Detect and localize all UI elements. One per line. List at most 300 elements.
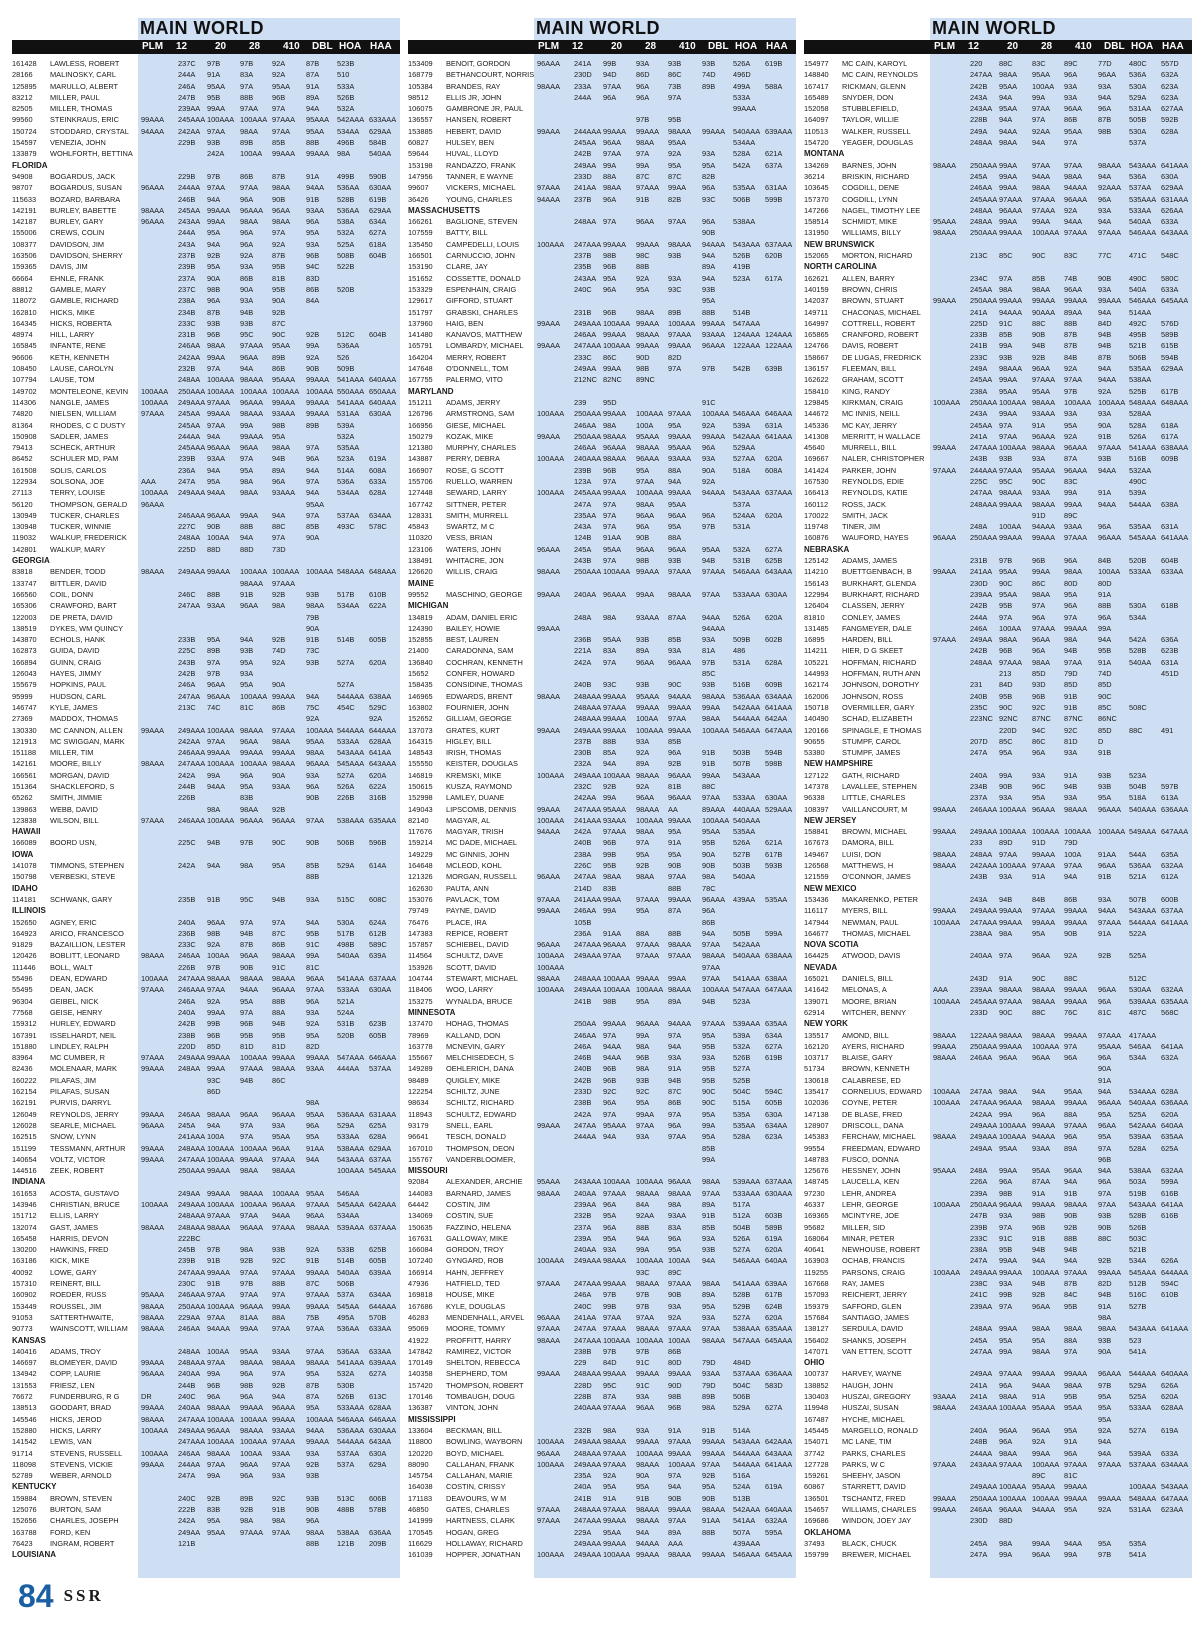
- shooter-id: 103717: [804, 1052, 840, 1063]
- shooter-row: [804, 1335, 1192, 1346]
- score-cell: 88D: [999, 1515, 1031, 1526]
- shooter-id: 107240: [408, 1255, 444, 1266]
- score-cell: 239AA: [178, 103, 206, 114]
- shooter-id: 126043: [12, 668, 48, 679]
- shooter-id: 170149: [408, 1357, 444, 1368]
- score-cell: 526B: [733, 1052, 765, 1063]
- shooter-id: 79749: [408, 905, 444, 916]
- score-cell: 96B: [999, 645, 1031, 656]
- shooter-row: [12, 1289, 400, 1300]
- score-cell: 94AAA: [702, 239, 732, 250]
- score-cell: 641AAA: [765, 431, 795, 442]
- score-cell: 85D: [1098, 679, 1128, 690]
- score-cell: 99A: [306, 950, 336, 961]
- score-cell: 521B: [1129, 1244, 1161, 1255]
- score-cell: 246AA: [178, 1323, 206, 1334]
- shooter-row: [804, 1131, 1192, 1142]
- shooter-row: [408, 1267, 796, 1278]
- score-cell: 91A: [1064, 770, 1097, 781]
- score-cell: 97A: [636, 148, 668, 159]
- shooter-name: PROFFITT, HARRY: [446, 1335, 534, 1346]
- score-cell: 536A: [337, 476, 369, 487]
- shooter-id: 155706: [408, 476, 444, 487]
- score-cell: 122AAA: [970, 1030, 998, 1041]
- results-column-2: [408, 18, 796, 1578]
- score-cell: 88B: [240, 521, 272, 532]
- state-heading: MAINE: [408, 578, 796, 589]
- score-cell: 628A: [1161, 126, 1191, 137]
- score-cell: 241C: [970, 1289, 998, 1300]
- score-cell: 244AA: [970, 1448, 998, 1459]
- shooter-name: GALLOWAY, MIKE: [446, 1233, 534, 1244]
- score-cell: 98AAA: [1032, 1097, 1064, 1108]
- score-cell: 85C: [1098, 702, 1128, 713]
- score-cell: 99AA: [603, 363, 635, 374]
- score-cell: 98AAA: [537, 566, 573, 577]
- shooter-name: VENEZIA, JOHN: [50, 137, 138, 148]
- score-cell: 100A: [636, 420, 668, 431]
- score-cell: 99AAA: [1032, 1368, 1064, 1379]
- shooter-name: KOZAK, MIKE: [446, 431, 534, 442]
- score-cell: 624B: [765, 1301, 795, 1312]
- shooter-name: BROWN, STUART: [842, 295, 930, 306]
- shooter-id: 79413: [12, 442, 48, 453]
- score-cell: 89B: [272, 352, 305, 363]
- score-cell: 96AAA: [240, 205, 272, 216]
- score-cell: 97B: [207, 668, 239, 679]
- shooter-row: [12, 476, 400, 487]
- shooter-name: WHITACRE, JON: [446, 555, 534, 566]
- shooter-row: [12, 182, 400, 193]
- shooter-row: [12, 1504, 400, 1515]
- score-cell: 539A: [733, 1030, 765, 1041]
- shooter-name: LAWLESS, ROBERT: [50, 58, 138, 69]
- score-cell: 95AAA: [603, 1120, 635, 1131]
- score-cell: 540A: [1129, 284, 1161, 295]
- state-heading: MISSISSIPPI: [408, 1414, 796, 1425]
- score-cell: 88B: [272, 1278, 305, 1289]
- score-cell: 87B: [1098, 114, 1128, 125]
- score-cell: 95A: [207, 1515, 239, 1526]
- score-cell: 98AAA: [636, 804, 668, 815]
- score-cell: 94AAA: [668, 691, 701, 702]
- shooter-row: [12, 1301, 400, 1312]
- shooter-row: [12, 453, 400, 464]
- score-cell: 99AA: [999, 160, 1031, 171]
- shooter-name: SMITH, MURRELL: [446, 510, 534, 521]
- score-cell: 528B: [733, 1289, 765, 1300]
- score-cell: 533AAA: [733, 589, 765, 600]
- score-cell: 96AAA: [702, 894, 732, 905]
- shooter-name: MORGAN, DAVID: [50, 770, 138, 781]
- score-cell: 99AAA: [603, 1278, 635, 1289]
- score-cell: 94B: [1032, 1244, 1064, 1255]
- score-cell: 98AAA: [537, 1188, 573, 1199]
- score-cell: 97AAA: [668, 1436, 701, 1447]
- shooter-row: [408, 1255, 796, 1266]
- shooter-name: HARTNESS, CLARK: [446, 1515, 534, 1526]
- score-cell: 248AAA: [574, 1368, 602, 1379]
- score-cell: 94B: [272, 894, 305, 905]
- score-cell: 91B: [1032, 1233, 1064, 1244]
- score-cell: 92A: [1098, 386, 1128, 397]
- shooter-id: 130200: [12, 1244, 48, 1255]
- shooter-id: 151652: [408, 273, 444, 284]
- score-cell: 94A: [272, 1391, 305, 1402]
- shooter-row: [408, 860, 796, 871]
- score-cell: 249AAA: [178, 1052, 206, 1063]
- score-cell: 540AAA: [1129, 804, 1161, 815]
- score-cell: 514AA: [1129, 307, 1161, 318]
- score-cell: 623AA: [1161, 1504, 1191, 1515]
- score-cell: 122AAA: [733, 340, 765, 351]
- shooter-row: [804, 1391, 1192, 1402]
- score-cell: 597B: [1161, 781, 1191, 792]
- shooter-name: LOWE, GARY: [50, 1267, 138, 1278]
- shooter-name: CREWS, COLIN: [50, 227, 138, 238]
- score-cell: 99AA: [240, 1323, 272, 1334]
- shooter-name: NIELSEN, WILLIAM: [50, 408, 138, 419]
- score-cell: 87B: [272, 171, 305, 182]
- score-cell: 89A: [306, 92, 336, 103]
- shooter-row: [12, 917, 400, 928]
- score-cell: 96AAA: [702, 340, 732, 351]
- score-cell: 100AAA: [207, 1414, 239, 1425]
- shooter-id: 141642: [804, 984, 840, 995]
- score-cell: 95B: [240, 1030, 272, 1041]
- page-footer: [18, 1576, 104, 1623]
- score-cell: 529AAA: [765, 804, 795, 815]
- score-cell: 99AAA: [636, 318, 668, 329]
- score-cell: 92B: [272, 634, 305, 645]
- shooter-name: REYNOLDS, JERRY: [50, 1109, 138, 1120]
- score-cell: 540AA: [337, 950, 369, 961]
- score-cell: 97A: [1032, 114, 1064, 125]
- shooter-id: 133747: [12, 578, 48, 589]
- shooter-id: 134069: [408, 1210, 444, 1221]
- score-cell: 96A: [702, 442, 732, 453]
- score-cell: 95AA: [999, 103, 1031, 114]
- score-cell: 516B: [1129, 453, 1161, 464]
- score-cell: 242B: [574, 148, 602, 159]
- score-cell: 100AAA: [603, 1335, 635, 1346]
- score-cell: 100AAA: [1032, 1041, 1064, 1052]
- score-cell: 94A: [702, 273, 732, 284]
- shooter-row: [804, 1063, 1192, 1074]
- shooter-name: BENDER, TODD: [50, 566, 138, 577]
- shooter-row: [408, 1391, 796, 1402]
- score-cell: 98A: [272, 1515, 305, 1526]
- score-cell: 524A: [337, 1007, 369, 1018]
- shooter-row: [12, 1493, 400, 1504]
- shooter-row: [12, 239, 400, 250]
- shooter-name: GOODART, BRAD: [50, 1402, 138, 1413]
- shooter-name: BARNES, JOHN: [842, 160, 930, 171]
- shooter-row: [408, 476, 796, 487]
- score-cell: 87A: [306, 1391, 336, 1402]
- shooter-name: MOORE, BILLY: [50, 758, 138, 769]
- shooter-name: KETH, KENNETH: [50, 352, 138, 363]
- score-cell: 245A: [970, 171, 998, 182]
- score-cell: 93B: [306, 1470, 336, 1481]
- shooter-row: [408, 917, 796, 928]
- shooter-id: 97230: [804, 1188, 840, 1199]
- score-cell: 91A: [603, 1493, 635, 1504]
- score-cell: 88B: [240, 92, 272, 103]
- score-cell: 93AAA: [933, 1391, 969, 1402]
- score-cell: 91A: [1032, 420, 1064, 431]
- shooter-id: 136157: [804, 363, 840, 374]
- shooter-row: [804, 860, 1192, 871]
- score-cell: 99AAA: [1032, 1120, 1064, 1131]
- score-cell: 237B: [178, 250, 206, 261]
- shooter-row: [408, 1504, 796, 1515]
- score-cell: 620B: [765, 250, 795, 261]
- score-cell: 94A: [207, 465, 239, 476]
- shooter-name: DAMORA, BILL: [842, 837, 930, 848]
- score-cell: 97AA: [306, 984, 336, 995]
- state-heading: NEVADA: [804, 962, 1192, 973]
- score-cell: 85B: [668, 736, 701, 747]
- score-cell: 91B: [1064, 702, 1097, 713]
- score-cell: 233C: [178, 318, 206, 329]
- score-cell: 97AA: [306, 815, 336, 826]
- shooter-row: [408, 883, 796, 894]
- shooter-id: 159214: [408, 837, 444, 848]
- score-cell: 531A: [733, 657, 765, 668]
- score-cell: 604B: [369, 250, 399, 261]
- score-cell: 99A: [1064, 487, 1097, 498]
- shooter-row: [804, 1030, 1192, 1041]
- shooter-id: 148783: [804, 1154, 840, 1165]
- shooter-row: [804, 612, 1192, 623]
- score-cell: 543AAA: [1129, 905, 1161, 916]
- score-cell: 454C: [337, 702, 369, 713]
- score-cell: 247AA: [574, 871, 602, 882]
- shooter-id: 147266: [804, 205, 840, 216]
- shooter-id: 88090: [408, 1459, 444, 1470]
- shooter-row: [804, 1154, 1192, 1165]
- score-cell: 96AAA: [306, 758, 336, 769]
- score-cell: 91B: [702, 1425, 732, 1436]
- score-cell: 97AA: [702, 1323, 732, 1334]
- score-cell: 237A: [178, 273, 206, 284]
- score-cell: 528B: [1129, 1210, 1161, 1221]
- score-cell: 97AAA: [603, 1402, 635, 1413]
- score-cell: 96AAA: [272, 1199, 305, 1210]
- score-cell: 98AAA: [636, 1278, 668, 1289]
- score-cell: 86B: [272, 702, 305, 713]
- score-cell: 244AA: [574, 1131, 602, 1142]
- shooter-name: MATTHEWS, H: [842, 860, 930, 871]
- score-cell: 96B: [272, 92, 305, 103]
- score-cell: 90B: [306, 792, 336, 803]
- score-cell: 94AAA: [537, 194, 573, 205]
- score-cell: 97AA: [272, 1527, 305, 1538]
- score-cell: 90B: [240, 962, 272, 973]
- shooter-row: [804, 1176, 1192, 1187]
- shooter-row: [12, 1255, 400, 1266]
- score-cell: 529A: [337, 1120, 369, 1131]
- score-cell: 85B: [306, 860, 336, 871]
- score-cell: 620A: [765, 1244, 795, 1255]
- shooter-row: [408, 239, 796, 250]
- score-cell: 488B: [337, 1504, 369, 1515]
- score-cell: 523: [1129, 1335, 1161, 1346]
- score-cell: 91B: [1064, 691, 1097, 702]
- score-cell: 91C: [636, 1357, 668, 1368]
- score-cell: 84D: [603, 1357, 635, 1368]
- score-cell: 97AA: [668, 1515, 701, 1526]
- shooter-row: [804, 352, 1192, 363]
- score-cell: 93A: [999, 1278, 1031, 1289]
- score-cell: 533AA: [1129, 566, 1161, 577]
- shooter-name: STEWART, MICHAEL: [446, 973, 534, 984]
- score-cell: 96A: [1032, 1109, 1064, 1120]
- score-cell: 97AAA: [1032, 905, 1064, 916]
- score-cell: 92C: [272, 1493, 305, 1504]
- shooter-name: WYNALDA, BRUCE: [446, 996, 534, 1007]
- shooter-name: BROWN, STEVEN: [50, 1493, 138, 1504]
- score-cell: 73C: [306, 645, 336, 656]
- shooter-name: WILLIAMS, BILLY: [842, 227, 930, 238]
- score-cell: 93A: [306, 894, 336, 905]
- score-cell: 249AAA: [178, 1199, 206, 1210]
- score-cell: 90B: [1032, 329, 1064, 340]
- score-cell: 245AAA: [178, 114, 206, 125]
- shooter-row: [12, 420, 400, 431]
- shooter-row: [804, 1323, 1192, 1334]
- score-cell: 620A: [765, 510, 795, 521]
- score-cell: 94D: [603, 69, 635, 80]
- shooter-id: 115633: [12, 194, 48, 205]
- shooter-row: [408, 284, 796, 295]
- score-cell: 578C: [369, 521, 399, 532]
- score-cell: 100AAA: [1032, 1459, 1064, 1470]
- score-cell: 512B: [1129, 1278, 1161, 1289]
- shooter-name: SEARLE, MICHAEL: [50, 1120, 138, 1131]
- score-cell: 95AA: [306, 1188, 336, 1199]
- score-cell: 544AAA: [733, 1448, 765, 1459]
- score-cell: 99AAA: [207, 1165, 239, 1176]
- score-cell: 519B: [1129, 1188, 1161, 1199]
- score-cell: 636AA: [369, 1527, 399, 1538]
- shooter-id: 142801: [12, 544, 48, 555]
- score-cell: 99AAA: [603, 713, 635, 724]
- score-cell: 243A: [970, 894, 998, 905]
- score-cell: 95A: [668, 521, 701, 532]
- score-cell: 98AA: [272, 182, 305, 193]
- score-cell: 94A: [702, 1255, 732, 1266]
- shooter-id: 157420: [408, 1380, 444, 1391]
- shooter-row: [408, 1481, 796, 1492]
- score-cell: 221A: [574, 645, 602, 656]
- score-cell: 233C: [970, 352, 998, 363]
- shooter-id: 91829: [12, 939, 48, 950]
- shooter-name: BLAISE, GARY: [842, 1052, 930, 1063]
- shooter-name: BREWER, MICHAEL: [842, 1549, 930, 1560]
- score-cell: 88B: [272, 996, 305, 1007]
- shooter-row: [804, 1143, 1192, 1154]
- shooter-row: [12, 1527, 400, 1538]
- shooter-name: HESSNEY, JOHN: [842, 1165, 930, 1176]
- score-cell: 94A: [306, 1154, 336, 1165]
- score-cell: 80D: [1064, 578, 1097, 589]
- score-cell: 517B: [337, 589, 369, 600]
- shooter-name: BOGARDUS, JACK: [50, 171, 138, 182]
- score-cell: 99AAA: [933, 295, 969, 306]
- score-cell: 95A: [272, 431, 305, 442]
- shooter-name: KUSZA, RAYMOND: [446, 781, 534, 792]
- score-cell: 98AA: [1064, 1323, 1097, 1334]
- shooter-id: 153436: [804, 894, 840, 905]
- score-cell: 98AAA: [272, 973, 305, 984]
- score-cell: 97A: [999, 420, 1031, 431]
- score-cell: 100AAA: [999, 860, 1031, 871]
- score-cell: 98AAA: [1064, 804, 1097, 815]
- score-cell: 99AAA: [272, 1414, 305, 1425]
- shooter-row: [408, 1210, 796, 1221]
- score-cell: 99AAA: [668, 431, 701, 442]
- score-cell: 525B: [733, 1075, 765, 1086]
- shooter-id: 126796: [408, 408, 444, 419]
- shooter-row: [12, 408, 400, 419]
- score-cell: 248AA: [970, 216, 998, 227]
- shooter-id: 155006: [12, 227, 48, 238]
- score-cell: 648AAA: [1161, 397, 1191, 408]
- shooter-row: [408, 634, 796, 645]
- score-cell: 529A: [1129, 92, 1161, 103]
- shooter-row: [12, 984, 400, 995]
- score-cell: 240AA: [574, 1244, 602, 1255]
- score-cell: 87B: [240, 939, 272, 950]
- score-cell: 98A: [240, 860, 272, 871]
- score-cell: 97AAA: [1098, 227, 1128, 238]
- score-cell: 97B: [603, 1346, 635, 1357]
- shooter-row: [12, 928, 400, 939]
- shooter-name: LUISI, DON: [842, 849, 930, 860]
- shooter-name: SERDULA, DAVID: [842, 1323, 930, 1334]
- shooter-name: ARMSTRONG, SAM: [446, 408, 534, 419]
- shooter-id: 45843: [408, 521, 444, 532]
- score-cell: 124B: [574, 532, 602, 543]
- shooter-name: VANDERBLOOMER,: [446, 1154, 534, 1165]
- shooter-row: [12, 194, 400, 205]
- score-cell: 92B: [306, 1459, 336, 1470]
- score-cell: 100AAA: [141, 487, 177, 498]
- shooter-name: EHNLE, FRANK: [50, 273, 138, 284]
- score-cell: 99A: [702, 1154, 732, 1165]
- score-cell: 506B: [1129, 352, 1161, 363]
- shooter-name: MC CAIN, REYNOLDS: [842, 69, 930, 80]
- score-cell: 492C: [1129, 318, 1161, 329]
- score-cell: 233D: [970, 1007, 998, 1018]
- shooter-id: 152880: [12, 1425, 48, 1436]
- shooter-id: 92084: [408, 1176, 444, 1187]
- page-number: 84: [18, 1578, 54, 1614]
- shooter-name: STODDARD, CRYSTAL: [50, 126, 138, 137]
- score-cell: 619A: [765, 1481, 795, 1492]
- score-cell: 97A: [603, 216, 635, 227]
- score-cell: 95AAA: [1032, 1481, 1064, 1492]
- score-cell: 545AAA: [1129, 532, 1161, 543]
- score-cell: 99AAA: [1098, 1267, 1128, 1278]
- score-cell: 246A: [178, 679, 206, 690]
- score-cell: 97A: [603, 499, 635, 510]
- score-cell: 95A: [1032, 928, 1064, 939]
- score-cell: 92C: [272, 1255, 305, 1266]
- score-cell: 638AAA: [765, 950, 795, 961]
